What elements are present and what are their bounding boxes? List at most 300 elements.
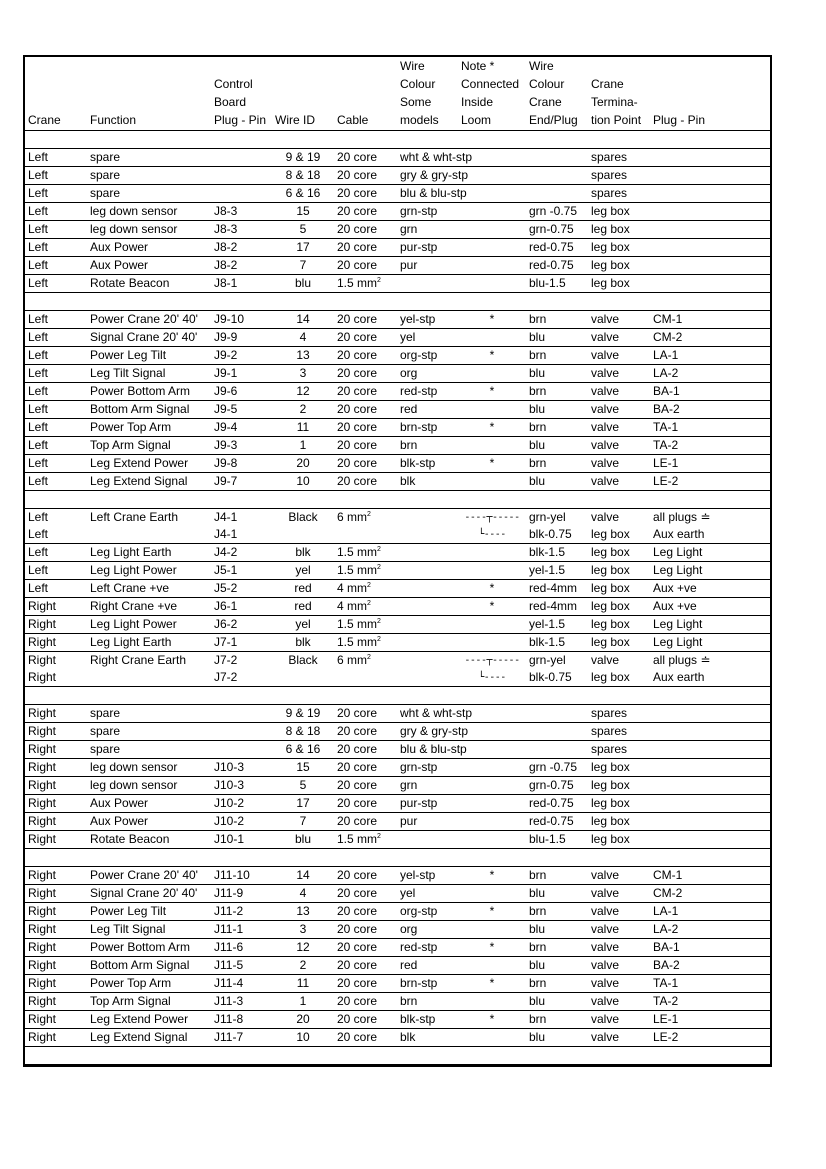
cable-cell: 20 core: [334, 473, 397, 491]
wire-id-cell: 14: [272, 867, 334, 885]
termination-cell: valve: [588, 957, 650, 975]
plug-pin-2-cell: BA-2: [650, 957, 770, 975]
note-cell: *: [458, 580, 526, 598]
table-row: [25, 185, 770, 203]
crane-cell: Left: [25, 544, 87, 562]
cable-cell: 20 core: [334, 975, 397, 993]
function-cell: Leg Light Earth: [87, 544, 211, 562]
note-cell: [458, 741, 526, 759]
note-cell: [458, 795, 526, 813]
col-wire-id: Wire ID: [272, 57, 334, 131]
wire-colour-crane-cell: blu: [526, 365, 588, 383]
wire-colour-crane-cell: grn-yel: [529, 653, 566, 667]
wire-colour-cell: pur-stp: [397, 239, 458, 257]
plug-pin-2-cell: LA-2: [650, 365, 770, 383]
note-cell: [458, 993, 526, 1011]
squared-superscript: 2: [377, 564, 381, 571]
wire-colour-cell: [397, 580, 458, 598]
wire-colour-cell: red: [397, 401, 458, 419]
wire-id-cell: 9 & 19: [272, 149, 334, 167]
crane-cell: Right: [25, 831, 87, 849]
plug-pin-cell: J10-1: [211, 831, 272, 849]
plug-pin-cell: J4-1: [214, 510, 238, 524]
wire-id-cell: [272, 526, 334, 544]
wire-colour-crane-cell: blu: [526, 401, 588, 419]
crane-cell: Left: [25, 347, 87, 365]
note-cell: [458, 831, 526, 849]
cable-cell: 20 core: [334, 1029, 397, 1047]
plug-pin-cell: J11-1: [211, 921, 272, 939]
crane-cell: Left: [25, 329, 87, 347]
wire-colour-cell: pur-stp: [397, 795, 458, 813]
termination-cell: spares: [588, 723, 650, 741]
termination-cell: valve: [588, 311, 650, 329]
termination-cell: spares: [588, 705, 650, 723]
cable-cell: 20 core: [334, 437, 397, 455]
function-cell: spare: [87, 723, 211, 741]
wire-colour-crane-cell: yel-1.5: [526, 562, 588, 580]
termination-cell: leg box: [588, 669, 650, 687]
cable-cell: 1.5 $mm^2$: [334, 544, 397, 562]
wire-id-cell: 2: [272, 401, 334, 419]
wire-id-cell: 12: [272, 939, 334, 957]
wire-id-cell: 11: [272, 975, 334, 993]
function-cell: Power Top Arm: [87, 975, 211, 993]
wire-id-cell: yel: [272, 616, 334, 634]
crane-cell: Right: [25, 939, 87, 957]
cable-cell: 20 core: [334, 723, 397, 741]
note-cell: ----┬-----: [464, 512, 520, 523]
crane-cell: Left: [25, 167, 87, 185]
plug-pin-2-cell: [650, 203, 770, 221]
squared-superscript: 2: [377, 833, 381, 840]
wire-colour-crane-cell: blu-1.5: [526, 275, 588, 293]
function-cell: Rotate Beacon: [87, 275, 211, 293]
wire-colour-cell: pur: [397, 257, 458, 275]
termination-cell: leg box: [588, 580, 650, 598]
function-cell: Top Arm Signal: [87, 993, 211, 1011]
plug-pin-cell: [211, 149, 272, 167]
plug-pin-2-cell: Leg Light: [650, 616, 770, 634]
wire-id-cell: blu: [272, 275, 334, 293]
wire-id-cell: 15: [272, 759, 334, 777]
spacer-row: [25, 293, 770, 311]
cable-cell: 20 core: [334, 149, 397, 167]
plug-pin-cell: J11-10: [211, 867, 272, 885]
cable-cell: 1.5 $mm^2$: [334, 562, 397, 580]
table-row: [25, 203, 770, 221]
note-cell: *: [458, 419, 526, 437]
table-row: [25, 634, 770, 652]
wire-colour-cell: grn: [397, 221, 458, 239]
cable-cell: 20 core: [334, 705, 397, 723]
plug-pin-2-cell: [650, 723, 770, 741]
plug-pin-2-cell: [650, 185, 770, 203]
termination-cell: valve: [588, 473, 650, 491]
function-cell: Aux Power: [87, 795, 211, 813]
table-row: [25, 311, 770, 329]
spacer-row: [25, 849, 770, 867]
plug-pin-2-cell: CM-1: [650, 867, 770, 885]
wire-id-cell: yel: [272, 562, 334, 580]
col-plug-pin-2: Plug - Pin: [650, 57, 770, 131]
function-cell: Aux Power: [87, 813, 211, 831]
plug-pin-cell: [211, 167, 272, 185]
crane-cell: Right: [25, 975, 87, 993]
squared-superscript: 2: [377, 618, 381, 625]
spacer-cell: [25, 131, 770, 149]
cable-cell: 20 core: [334, 455, 397, 473]
wire-colour-crane-cell: brn: [526, 419, 588, 437]
termination-cell: spares: [588, 185, 650, 203]
termination-cell: leg box: [588, 257, 650, 275]
spacer-row: [25, 687, 770, 705]
plug-pin-2-cell: LE-1: [650, 455, 770, 473]
spacer-cell: [25, 849, 770, 867]
crane-cell: Left: [25, 383, 87, 401]
squared-superscript: 2: [367, 654, 371, 661]
cable-cell: 1.5 $mm^2$: [334, 634, 397, 652]
wire-id-cell: 9 & 19: [272, 705, 334, 723]
wire-colour-cell: red-stp: [397, 939, 458, 957]
termination-cell: leg box: [588, 616, 650, 634]
table-row: [25, 669, 770, 687]
plug-pin-cell: J9-8: [211, 455, 272, 473]
cable-cell: 20 core: [334, 867, 397, 885]
note-cell: [458, 473, 526, 491]
note-cell: [458, 634, 526, 652]
wire-colour-crane-cell: blu: [526, 921, 588, 939]
crane-cell: Left: [25, 149, 87, 167]
cable-cell: 20 core: [334, 383, 397, 401]
termination-cell: leg box: [588, 759, 650, 777]
wire-id-cell: 15: [272, 203, 334, 221]
plug-pin-cell: J5-2: [211, 580, 272, 598]
cable-cell: 1.5 $mm^2$: [334, 616, 397, 634]
spacer-cell: [25, 293, 770, 311]
note-cell: [458, 437, 526, 455]
plug-pin-cell: J7-2: [211, 669, 272, 687]
wire-colour-crane-cell: red-0.75: [526, 795, 588, 813]
col-cable: Cable: [334, 57, 397, 131]
note-cell: *: [458, 311, 526, 329]
wire-colour-cell: brn-stp: [397, 975, 458, 993]
wire-colour-cell: brn: [397, 437, 458, 455]
note-cell: *: [458, 383, 526, 401]
wire-id-cell: 11: [272, 419, 334, 437]
plug-pin-cell: J6-1: [211, 598, 272, 616]
wire-colour-crane-cell: blk-1.5: [526, 544, 588, 562]
crane-cell: Left: [25, 562, 87, 580]
wire-id-cell: blu: [272, 831, 334, 849]
wire-colour-crane-cell: [526, 149, 588, 167]
plug-pin-2-cell: LA-1: [650, 903, 770, 921]
cable-cell: 20 core: [334, 239, 397, 257]
wiring-sheet: [23, 55, 772, 1067]
function-cell: Signal Crane 20' 40': [87, 329, 211, 347]
crane-cell: Left: [25, 185, 87, 203]
plug-pin-2-cell: [650, 777, 770, 795]
table-row: [25, 885, 770, 903]
plug-pin-cell: J11-7: [211, 1029, 272, 1047]
plug-pin-cell: J9-9: [211, 329, 272, 347]
termination-cell: leg box: [588, 562, 650, 580]
wire-id-cell: 3: [272, 921, 334, 939]
plug-pin-cell: J9-7: [211, 473, 272, 491]
table-row: [25, 652, 770, 670]
termination-cell: leg box: [588, 777, 650, 795]
function-cell: Power Bottom Arm: [87, 939, 211, 957]
wire-colour-crane-cell: brn: [526, 383, 588, 401]
wire-colour-crane-cell: blu: [526, 885, 588, 903]
wire-colour-cell: red: [397, 957, 458, 975]
termination-cell: leg box: [588, 239, 650, 257]
plug-pin-cell: J10-2: [211, 795, 272, 813]
function-cell: Leg Extend Signal: [87, 473, 211, 491]
wire-id-cell: 7: [272, 257, 334, 275]
plug-pin-cell: J10-3: [211, 759, 272, 777]
wire-id-cell: blk: [272, 544, 334, 562]
table-row: [25, 616, 770, 634]
note-cell: [458, 777, 526, 795]
wire-colour-crane-cell: red-0.75: [526, 257, 588, 275]
plug-pin-cell: [211, 741, 272, 759]
note-cell: [458, 185, 526, 203]
function-cell: Rotate Beacon: [87, 831, 211, 849]
wire-colour-cell: brn: [397, 993, 458, 1011]
crane-cell: Right: [25, 867, 87, 885]
plug-pin-2-cell: all plugs ≐: [653, 653, 711, 667]
table-row: [25, 562, 770, 580]
plug-pin-cell: J11-4: [211, 975, 272, 993]
cable-cell: 4 $mm^2$: [334, 598, 397, 616]
crane-cell: Right: [25, 741, 87, 759]
cable-cell: 20 core: [334, 185, 397, 203]
wire-colour-crane-cell: grn-0.75: [526, 221, 588, 239]
note-cell: [458, 203, 526, 221]
plug-pin-2-cell: Leg Light: [650, 544, 770, 562]
crane-cell: Left: [25, 275, 87, 293]
wire-colour-cell: [397, 509, 458, 527]
function-cell: Aux Power: [87, 239, 211, 257]
function-cell: leg down sensor: [87, 777, 211, 795]
note-cell: *: [458, 867, 526, 885]
cable-cell: [334, 669, 397, 687]
table-row: [25, 149, 770, 167]
cable-cell: 20 core: [334, 167, 397, 185]
wire-colour-cell: [397, 831, 458, 849]
plug-pin-2-cell: CM-2: [650, 885, 770, 903]
wire-colour-crane-cell: [526, 705, 588, 723]
cable-cell: 20 core: [334, 257, 397, 275]
function-cell: Power Bottom Arm: [87, 383, 211, 401]
cable-cell: [334, 526, 397, 544]
crane-cell: Right: [25, 616, 87, 634]
wire-colour-crane-cell: brn: [526, 867, 588, 885]
function-cell: Aux Power: [87, 257, 211, 275]
note-cell: └----: [458, 526, 526, 544]
wire-id-cell: red: [272, 580, 334, 598]
table-row: [25, 903, 770, 921]
wire-id-cell: 6 & 16: [272, 741, 334, 759]
note-cell: ----┬-----: [464, 655, 520, 666]
termination-cell: valve: [588, 401, 650, 419]
plug-pin-cell: J4-2: [211, 544, 272, 562]
function-cell: spare: [87, 705, 211, 723]
function-cell: Power Leg Tilt: [87, 903, 211, 921]
wire-colour-crane-cell: brn: [526, 311, 588, 329]
table-row: [25, 1029, 770, 1047]
function-cell: Leg Tilt Signal: [87, 921, 211, 939]
wire-id-cell: 1: [272, 437, 334, 455]
wire-colour-cell: [397, 652, 458, 670]
plug-pin-cell: J9-6: [211, 383, 272, 401]
wire-colour-crane-cell: blu: [526, 993, 588, 1011]
wire-colour-cell: blk-stp: [397, 455, 458, 473]
wire-colour-crane-cell: grn-0.75: [526, 777, 588, 795]
wire-colour-crane-cell: [526, 723, 588, 741]
table-row: [25, 437, 770, 455]
cable-cell: 6 $mm^2$: [337, 653, 371, 667]
col-function: Function: [87, 57, 211, 131]
cable-cell: 20 core: [334, 221, 397, 239]
spacer-row: [25, 131, 770, 149]
wire-colour-cell: blu & blu-stp: [397, 185, 458, 203]
wire-colour-cell: gry & gry-stp: [397, 723, 458, 741]
note-cell: [458, 813, 526, 831]
plug-pin-cell: J7-1: [211, 634, 272, 652]
table-row: [25, 473, 770, 491]
plug-pin-2-cell: BA-2: [650, 401, 770, 419]
function-cell: leg down sensor: [87, 759, 211, 777]
wire-colour-crane-cell: blu: [526, 473, 588, 491]
wire-id-cell: 20: [272, 455, 334, 473]
plug-pin-2-cell: [650, 167, 770, 185]
crane-cell: Left: [25, 257, 87, 275]
function-cell: [87, 526, 211, 544]
plug-pin-cell: J9-1: [211, 365, 272, 383]
wire-id-cell: 10: [272, 473, 334, 491]
crane-cell: Right: [25, 723, 87, 741]
table-row: [25, 939, 770, 957]
plug-pin-cell: [211, 185, 272, 203]
plug-pin-2-cell: Aux +ve: [650, 580, 770, 598]
plug-pin-2-cell: [650, 239, 770, 257]
wire-id-cell: 6 & 16: [272, 185, 334, 203]
function-cell: Leg Extend Signal: [87, 1029, 211, 1047]
wire-colour-crane-cell: blu: [526, 329, 588, 347]
termination-cell: spares: [588, 741, 650, 759]
wire-id-cell: 1: [272, 993, 334, 1011]
wire-colour-crane-cell: [526, 185, 588, 203]
table-row: [25, 383, 770, 401]
plug-pin-cell: J11-5: [211, 957, 272, 975]
squared-superscript: 2: [377, 546, 381, 553]
plug-pin-cell: J9-5: [211, 401, 272, 419]
wire-colour-cell: blk: [397, 473, 458, 491]
plug-pin-2-cell: CM-2: [650, 329, 770, 347]
function-cell: Left Crane Earth: [90, 510, 179, 524]
plug-pin-2-cell: all plugs ≐: [653, 510, 711, 524]
plug-pin-cell: J8-3: [211, 203, 272, 221]
cable-cell: 20 core: [334, 365, 397, 383]
wire-colour-cell: [397, 669, 458, 687]
function-cell: Signal Crane 20' 40': [87, 885, 211, 903]
table-row: [25, 275, 770, 293]
wire-colour-crane-cell: blk-1.5: [526, 634, 588, 652]
wire-colour-cell: [397, 562, 458, 580]
function-cell: Bottom Arm Signal: [87, 957, 211, 975]
wire-id-cell: red: [272, 598, 334, 616]
plug-pin-cell: [211, 723, 272, 741]
wire-id-cell: 2: [272, 957, 334, 975]
wire-id-cell: [272, 669, 334, 687]
col-crane: Crane: [25, 57, 87, 131]
termination-cell: leg box: [588, 831, 650, 849]
plug-pin-cell: J11-6: [211, 939, 272, 957]
table-row: [25, 795, 770, 813]
plug-pin-cell: J10-3: [211, 777, 272, 795]
plug-pin-2-cell: BA-1: [650, 383, 770, 401]
plug-pin-2-cell: Aux +ve: [650, 598, 770, 616]
col-plug-pin: Control Board Plug - Pin: [211, 57, 272, 131]
table-row: [25, 705, 770, 723]
crane-cell: Left: [25, 365, 87, 383]
squared-superscript: 2: [367, 582, 371, 589]
note-cell: [458, 275, 526, 293]
plug-pin-2-cell: [650, 759, 770, 777]
plug-pin-cell: J9-10: [211, 311, 272, 329]
function-cell: spare: [87, 167, 211, 185]
table-row: [25, 455, 770, 473]
note-cell: *: [458, 347, 526, 365]
plug-pin-cell: J6-2: [211, 616, 272, 634]
table-row: [25, 1011, 770, 1029]
function-cell: Left Crane +ve: [87, 580, 211, 598]
function-cell: [87, 669, 211, 687]
termination-cell: valve: [588, 365, 650, 383]
plug-pin-cell: J8-2: [211, 239, 272, 257]
header-row: [25, 57, 770, 131]
function-cell: Right Crane Earth: [90, 653, 187, 667]
crane-cell: Right: [28, 653, 57, 667]
plug-pin-cell: J11-9: [211, 885, 272, 903]
wire-colour-crane-cell: grn -0.75: [526, 203, 588, 221]
table-row: [25, 759, 770, 777]
wire-colour-crane-cell: brn: [526, 1011, 588, 1029]
wire-colour-cell: grn-stp: [397, 203, 458, 221]
table-row: [25, 167, 770, 185]
spacer-row: [25, 491, 770, 509]
crane-cell: Left: [25, 455, 87, 473]
squared-superscript: 2: [367, 511, 371, 518]
crane-cell: Right: [25, 669, 87, 687]
table-row: [25, 975, 770, 993]
wire-id-cell: 8 & 18: [272, 167, 334, 185]
table-row: [25, 723, 770, 741]
termination-cell: valve: [588, 455, 650, 473]
wire-id-cell: 14: [272, 311, 334, 329]
cable-cell: 20 core: [334, 813, 397, 831]
table-row: [25, 239, 770, 257]
termination-cell: leg box: [588, 275, 650, 293]
table-row: [25, 921, 770, 939]
plug-pin-2-cell: [650, 149, 770, 167]
termination-cell: valve: [591, 653, 620, 667]
spacer-cell: [25, 687, 770, 705]
table-row: [25, 257, 770, 275]
wire-colour-cell: wht & wht-stp: [397, 149, 458, 167]
